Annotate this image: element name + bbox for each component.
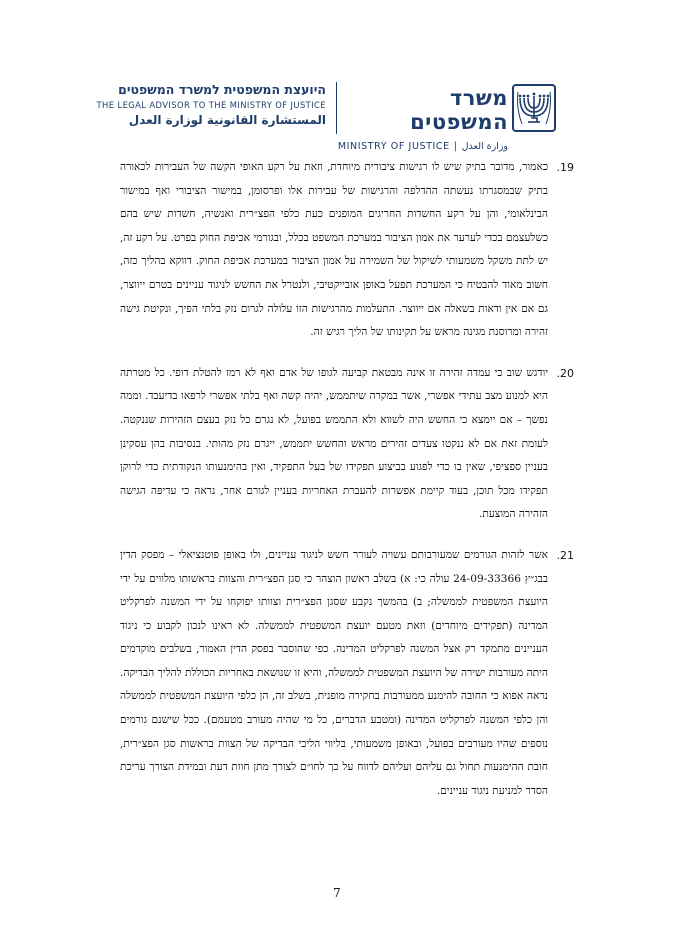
paragraph-text: אשר לזהות הגורמים שמעורבותם עשויה לעורר חשש לניגוד עניינים, ולו באופן פוטנציאלי – מפסק הדין בבג״ץ 24-09-33366 עולה כי: א) בשלב ראשון הוצהר כי סגן הפצ״רית והצוות בראשותו מלווים על ידי היועצת המשפטית לממשלה; ב) בהמשך נקבע שסגן הפצ״רית וצוותו יפוקחו על ידי המשנה לפרקליט המדינה (תפקידים מיוחדים) וזאת מטעם יועצת המשפטית לממשלה. לא ראינו לנכון לקבוע כי ניגוד העניינים מתמקד רק אצל המשנה לפרקליט המדינה. כפי שהוסבר בפסק הדין האמור, בשלבים מוקדמים היתה מעורבות ישירה של היועצת המשפטית לממשלה, והיא זו שנושאת באחריות הכוללת להליך הבדיקה. נראה אפוא כי החובה להימנע ממעורבות בחקירה מופנית, בשלב זה, הן כלפי היועצת המשפטית לממשלה והן כלפי המשנה לפרקליט המדינה (ומטבע הדברים, כל מי שהיה מעורב מטעמם). ככל שישנם גורמים נוספים שהיו מעורבים בפועל, ובאופן משמעותי, בליווי הליכי הבדיקה של הצוות בראשות סגן הפצ״רית, חובת ההימנעות תחול גם עליהם ועליהם לדווח על כך לחו״ם לצורך מתן חוות דעת ובמידת הצורך עריכת הסדר למניעת ניגוד עניינים. [120, 548, 548, 797]
ministry-name-arabic: وزارة العدل [461, 141, 508, 152]
ministry-name-separator: | [453, 141, 458, 152]
ministry-title-block [337, 86, 508, 152]
paragraph-number: 20. [556, 366, 574, 380]
ministry-name-english: MINISTRY OF JUSTICE [337, 141, 450, 152]
paragraph-text: יודגש שוב כי עמדה זהירה זו אינה מבטאת קביעה לגופו של אדם ואף לא רמז להטלת דופי. כל מטרתה היא למנוע מצב עתידי אפשרי, אשר במקרה שיתממש, יהיה קשה ואף בלתי אפשרי לרפאו בדיעבד. וממה נפשך – אם ייִמצא כי החשש היה לשווא ולא התממש בפועל, לא נגרם כל נזק בעצם הזהירות שננקטה. לעומת זאת אם לא ננקטו צעדים זהירים מראש והחשש יתממש, ייגרם נזק מהותי. בנסיבות בהן עסקינן בעניין ספציפי, שאין בו כדי לפגוע בביצוע תפקידו של בעל התפקיד, ואין בהימנעותו הנקודתית כדי לרוקן תפקידו מכל תוכן, בעוד קיימת אפשרות להעברת האחריות בעניין לגורם אחר, נראה כי עדיפה הגישה הזהירה המוצעת. [120, 366, 548, 521]
paragraph-number: 19. [556, 161, 574, 174]
menorah-emblem-icon [512, 84, 556, 132]
document-body [120, 156, 574, 820]
header-divider [336, 82, 337, 134]
legal-advisor-arabic: المستشارة القانونية لوزارة العدل [128, 113, 326, 127]
paragraph-number: 21. [556, 548, 574, 562]
paragraph-19 [120, 156, 574, 345]
paragraph-20 [120, 362, 574, 527]
paragraph-21 [120, 544, 574, 804]
letterhead [0, 72, 674, 152]
legal-advisor-english: THE LEGAL ADVISOR TO THE MINISTRY OF JUSTICE [96, 100, 326, 110]
legal-advisor-block [86, 82, 326, 128]
legal-advisor-hebrew: היועצת המשפטית למשרד המשפטים [118, 82, 326, 97]
ministry-name-hebrew: משרד המשפטים [410, 86, 508, 134]
ministry-name-row [337, 141, 508, 152]
paragraph-text: כאמור, מדובר בתיק שיש לו רגישות ציבורית מיוחדת, וזאת על רקע האופי הקשה של העבירות לכאורה בתיק שבמסגרתו נעשתה ההדלפה והרגישות של עבירות אלו ופרסומן, במישור הציבורי ואף במישור הבינלאומי, והן על רקע החשדות החריגים המופנים כעת כלפי הפצ״רית ואנשיה, חשדות שיש בהם כשלעצמם בכדי לערער את אמון הציבור במערכת המשפט בכלל, ובגורמי אכיפת החוק בפרט. על רקע זה, יש לתת משקל משמעותי לשיקול של השמירה על אמון הציבור במערכת אכיפת החוק. דווקא בהליך כזה, חשוב מאוד להבטיח כי המערכת תפעל באופן אובייקטיבי, ולנטרל את החשש לניגוד עניינים בטרם ייווצר, גם אם אין ודאות בשאלה אם ייווצר. התעלמות מהרגישות הזו עלולה לגרום נזק בלתי הפיך, ונקיטת גישה זהירה ומרוסנת מגינה מראש על תקינותו של הליך רגיש זה. [120, 161, 548, 339]
page-number: 7 [333, 886, 341, 900]
